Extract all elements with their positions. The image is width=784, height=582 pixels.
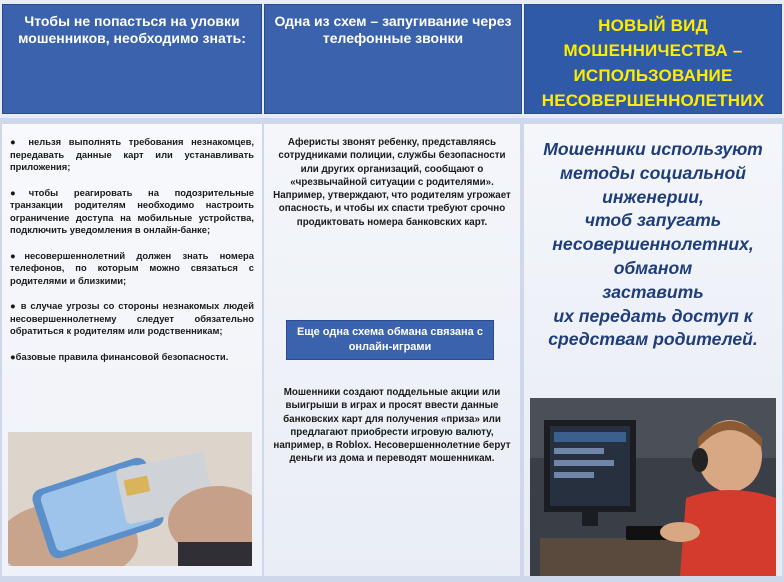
online-games-badge: Еще одна схема обмана связана с онлайн-играми	[286, 320, 494, 360]
new-fraud-line: их передать доступ к	[553, 305, 753, 326]
tip-item: ●чтобы реагировать на подозрительные транзакции родителям необходимо настроить ограничение доступа на мобильные устройства, подключить уведомления в онлайн-банке;	[10, 186, 254, 235]
header-col1	[2, 4, 262, 114]
column-phone-scheme	[264, 124, 520, 576]
column-new-fraud	[524, 124, 782, 576]
tip-item: ●несовершеннолетний должен знать номера телефонов, по которым можно связаться с родителями и близкими;	[10, 249, 254, 286]
new-fraud-line: обманом	[613, 257, 693, 278]
new-fraud-line: несовершеннолетних,	[552, 234, 754, 255]
tip-item: ●базовые правила финансовой безопасности.	[10, 350, 229, 362]
new-fraud-line: средствам родителей.	[548, 329, 758, 350]
phone-scheme-paragraph-1: Аферисты звонят ребенку, представляясь сотрудниками полиции, службы безопасности или других организаций, сообщают о «чрезвычайной ситуации с родителями».	[278, 137, 506, 188]
child-computer-photo	[530, 398, 776, 576]
header-col2-title: Одна из схем – запугивание через телефонные звонки	[274, 13, 512, 46]
header-row	[0, 0, 784, 118]
header-col3	[524, 4, 782, 114]
new-fraud-line: чтоб запугать	[584, 210, 722, 231]
new-fraud-line: методы социальной	[560, 162, 746, 183]
header-col1-title: Чтобы не попасться на уловки мошенников, необходимо знать:	[18, 13, 246, 46]
tip-item: ● нельзя выполнять требования незнакомцев, передавать данные карт или устанавливать приложения;	[10, 136, 254, 172]
phone-scheme-paragraph-2: Например, утверждают, что родителям угрожает опасность, и чтобы их спасти требуют срочно продиктовать номера банковских карт.	[273, 190, 511, 228]
column-tips	[2, 124, 262, 576]
phone-card-photo	[8, 432, 252, 566]
child-computer-illustration	[530, 398, 776, 576]
header-col3-title: НОВЫЙ ВИД МОШЕННИЧЕСТВА – ИСПОЛЬЗОВАНИЕ НЕСОВЕРШЕННОЛЕТНИХ	[541, 16, 765, 110]
online-games-paragraph: Мошенники создают поддельные акции или выигрыши в играх и просят ввести данные банковских карт для получения «приза» или предлагают приобрести игровую валюту, например, в Roblox. Несовершеннолетние берут деньги из дома и переводят мошенникам.	[273, 387, 511, 465]
header-col2	[264, 4, 522, 114]
new-fraud-text	[530, 138, 776, 352]
new-fraud-line: Мошенники используют	[543, 139, 763, 159]
tip-item: ● в случае угрозы со стороны незнакомых людей несовершеннолетнему следует обязательно обратиться к родителям или родственникам;	[10, 300, 254, 336]
new-fraud-line: инженерии,	[602, 186, 704, 207]
phone-scheme-text	[270, 136, 514, 229]
tips-list	[10, 136, 254, 376]
new-fraud-line: заставить	[602, 281, 704, 302]
phone-card-illustration	[8, 432, 252, 566]
